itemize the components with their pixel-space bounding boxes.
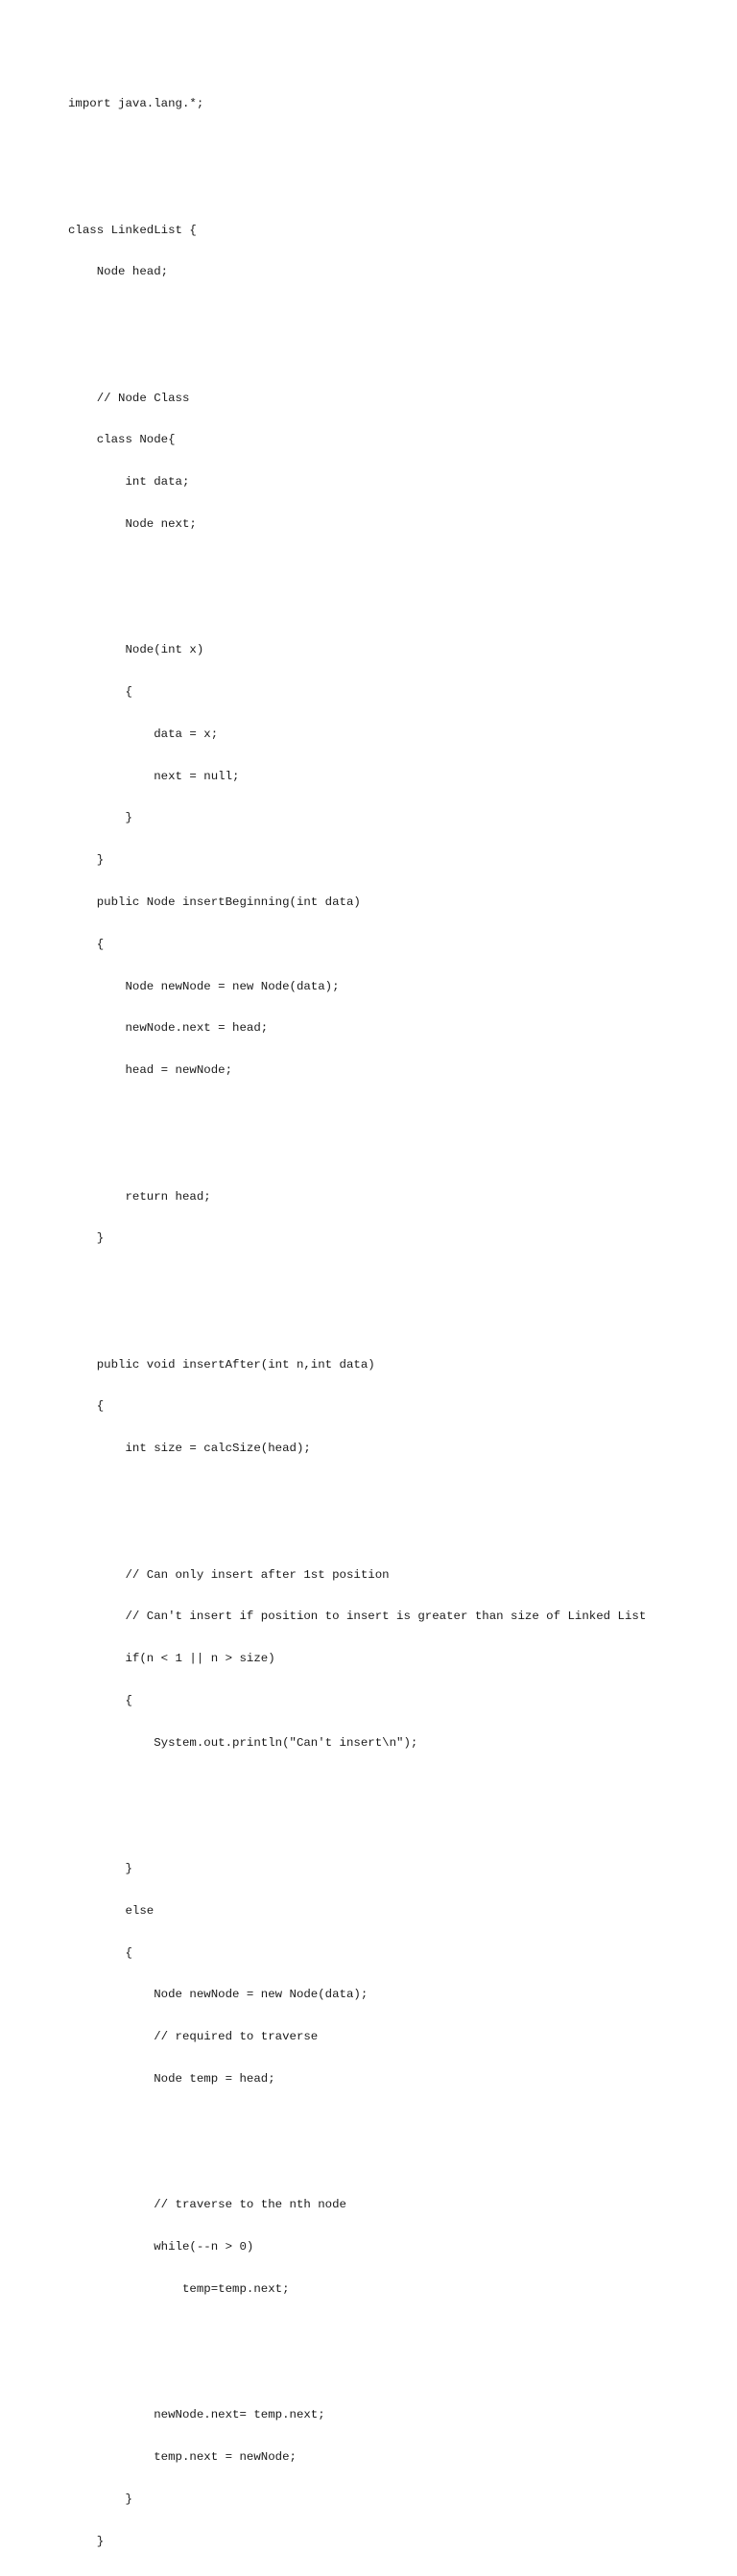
code-line: Node next; <box>68 517 197 531</box>
code-line: public void insertAfter(int n,int data) <box>68 1357 375 1371</box>
code-line: { <box>68 1693 132 1707</box>
code-line: Node newNode = new Node(data); <box>68 979 340 993</box>
code-line: data = x; <box>68 727 219 741</box>
code-line: // Node Class <box>68 391 190 405</box>
code-line <box>68 602 646 616</box>
code-line: temp.next = newNode; <box>68 2449 297 2464</box>
code-line: { <box>68 1945 132 1960</box>
code-line <box>68 2114 646 2129</box>
code-line <box>68 2325 646 2339</box>
code-line <box>68 1316 646 1330</box>
code-line <box>68 139 646 154</box>
code-line: public Node insertBeginning(int data) <box>68 895 361 910</box>
code-line: // Can't insert if position to insert is greater than size of Linked List <box>68 1610 647 1624</box>
code-line: temp=temp.next; <box>68 2281 290 2296</box>
code-line: if(n < 1 || n > size) <box>68 1652 275 1666</box>
code-line: head = newNode; <box>68 1063 233 1078</box>
code-line: Node head; <box>68 265 169 279</box>
code-line: } <box>68 2534 105 2548</box>
code-line <box>68 1820 646 1834</box>
code-line: } <box>68 811 132 825</box>
code-line <box>68 2366 646 2380</box>
code-line: class Node{ <box>68 433 176 447</box>
code-line: Node(int x) <box>68 643 204 657</box>
code-line <box>68 1274 646 1288</box>
code-line: { <box>68 1399 105 1414</box>
code-block <box>68 69 646 2576</box>
code-line: Node newNode = new Node(data); <box>68 1988 368 2002</box>
code-line: // Can only insert after 1st position <box>68 1567 390 1582</box>
code-line: else <box>68 1903 155 1918</box>
code-line <box>68 1526 646 1540</box>
code-line <box>68 307 646 322</box>
code-line: } <box>68 2492 132 2506</box>
code-line <box>68 560 646 574</box>
code-line <box>68 1148 646 1162</box>
code-line <box>68 1484 646 1498</box>
code-line: Node temp = head; <box>68 2071 275 2086</box>
code-line: { <box>68 685 132 700</box>
code-line: return head; <box>68 1189 211 1204</box>
code-line <box>68 2156 646 2170</box>
code-line <box>68 1106 646 1120</box>
code-line: class LinkedList { <box>68 223 197 237</box>
code-line: next = null; <box>68 769 240 783</box>
code-line: int data; <box>68 475 190 489</box>
code-line <box>68 181 646 196</box>
code-line: int size = calcSize(head); <box>68 1442 311 1456</box>
code-line: while(--n > 0) <box>68 2240 254 2254</box>
code-line: System.out.println("Can't insert\n"); <box>68 1735 418 1750</box>
code-line: } <box>68 1231 105 1246</box>
code-line: } <box>68 1862 132 1875</box>
code-line <box>68 349 646 364</box>
code-line: import java.lang.*; <box>68 97 204 111</box>
code-line: { <box>68 937 105 951</box>
code-line: newNode.next = head; <box>68 1021 269 1036</box>
code-line: newNode.next= temp.next; <box>68 2408 325 2422</box>
code-line: } <box>68 853 105 868</box>
code-line: // traverse to the nth node <box>68 2198 346 2212</box>
code-line: // required to traverse <box>68 2030 319 2044</box>
code-line <box>68 1777 646 1792</box>
